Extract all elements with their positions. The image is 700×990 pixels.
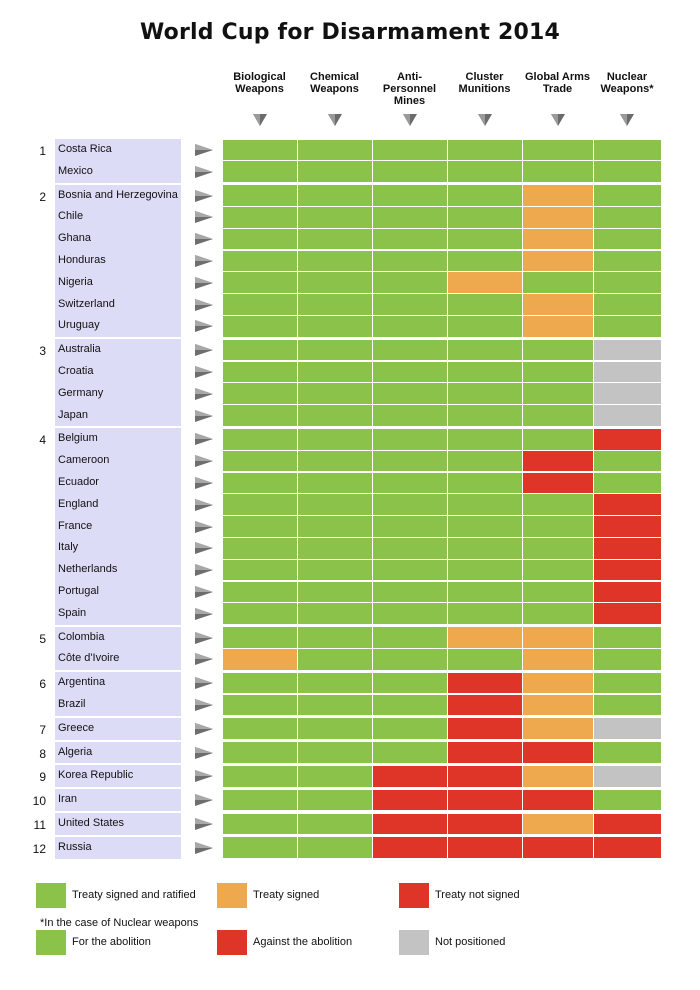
column-header: Biological Weapons [233,71,286,95]
status-cell [223,251,297,272]
status-cell [594,229,661,250]
status-cell [223,207,297,228]
status-cell [373,582,447,603]
status-cell [373,627,447,648]
status-cell [373,229,447,250]
status-cell [448,429,522,450]
status-cell [223,316,297,337]
status-cell [298,560,372,581]
group-rank: 7 [39,722,46,737]
right-arrow-icon [193,298,215,312]
status-cell [448,742,522,763]
status-cell [448,451,522,472]
status-cell [523,649,593,670]
legend-label: Treaty signed [253,889,320,901]
group-rank: 8 [39,746,46,761]
group-rank: 2 [39,189,46,204]
status-cell [298,251,372,272]
status-cell [448,766,522,787]
country-name: England [58,497,99,510]
status-cell [594,837,661,858]
right-arrow-icon [193,652,215,666]
status-cell [298,582,372,603]
down-arrow-icon [326,112,344,128]
status-cell [373,185,447,206]
country-name: Uruguay [58,319,100,332]
status-cell [523,473,593,494]
down-arrow-icon [401,112,419,128]
status-cell [373,649,447,670]
status-cell [298,383,372,404]
column-header: Global Arms Trade [525,71,590,95]
status-cell [373,316,447,337]
status-cell [448,140,522,161]
status-cell [523,185,593,206]
legend-label: Against the abolition [253,936,353,948]
status-cell [594,185,661,206]
status-cell [523,718,593,739]
right-arrow-icon [193,841,215,855]
right-arrow-icon [193,676,215,690]
status-cell [373,673,447,694]
status-cell [298,695,372,716]
status-cell [448,185,522,206]
status-cell [298,340,372,361]
status-cell [223,560,297,581]
status-cell [223,718,297,739]
right-arrow-icon [193,631,215,645]
country-name: Cameroon [58,454,110,467]
status-cell [223,294,297,315]
status-cell [594,582,661,603]
status-cell [298,649,372,670]
status-cell [223,790,297,811]
status-cell [523,837,593,858]
status-cell [523,362,593,383]
status-cell [298,185,372,206]
status-cell [594,207,661,228]
status-cell [298,790,372,811]
status-cell [373,207,447,228]
column-header: Nuclear Weapons* [600,71,654,95]
country-name: Colombia [58,630,105,643]
status-cell [594,742,661,763]
country-name: Mexico [58,164,93,177]
status-cell [298,272,372,293]
status-cell [298,837,372,858]
status-cell [594,362,661,383]
status-cell [223,383,297,404]
status-cell [373,695,447,716]
status-cell [298,405,372,426]
status-cell [523,207,593,228]
right-arrow-icon [193,319,215,333]
legend-note: *In the case of Nuclear weapons [40,917,199,929]
status-cell [523,229,593,250]
status-cell [448,695,522,716]
status-cell [523,294,593,315]
status-cell [594,790,661,811]
right-arrow-icon [193,387,215,401]
group-rank: 11 [33,818,46,832]
right-arrow-icon [193,343,215,357]
status-cell [448,560,522,581]
status-cell [448,294,522,315]
right-arrow-icon [193,189,215,203]
right-arrow-icon [193,541,215,555]
status-cell [594,560,661,581]
status-cell [373,766,447,787]
right-arrow-icon [193,769,215,783]
status-cell [594,673,661,694]
down-arrow-icon [251,112,269,128]
status-cell [594,516,661,537]
status-cell [298,207,372,228]
status-cell [373,790,447,811]
country-name: Ghana [58,232,92,245]
group-rank: 12 [32,841,46,856]
status-cell [298,494,372,515]
legend-swatch [399,930,429,955]
status-cell [223,340,297,361]
status-cell [594,603,661,624]
down-arrow-icon [618,112,636,128]
status-cell [523,538,593,559]
status-cell [373,272,447,293]
status-cell [298,473,372,494]
country-name: Switzerland [58,297,115,310]
status-cell [298,316,372,337]
country-name: Brazil [58,698,86,710]
status-cell [373,362,447,383]
status-cell [448,582,522,603]
status-cell [594,429,661,450]
status-cell [448,627,522,648]
legend-swatch [217,930,247,955]
status-cell [448,790,522,811]
status-cell [223,140,297,161]
status-cell [373,494,447,515]
status-cell [298,814,372,835]
status-cell [373,294,447,315]
status-cell [373,383,447,404]
right-arrow-icon [193,520,215,534]
status-cell [223,362,297,383]
country-name: Bosnia and Herzegovina [58,188,178,201]
status-cell [373,560,447,581]
status-cell [223,538,297,559]
status-cell [523,766,593,787]
column-header: Anti- Personnel Mines [382,71,437,107]
legend-swatch [36,883,66,908]
status-cell [298,538,372,559]
status-cell [298,742,372,763]
status-cell [448,494,522,515]
status-cell [223,837,297,858]
status-cell [594,316,661,337]
status-cell [448,272,522,293]
status-cell [298,140,372,161]
status-cell [223,405,297,426]
status-cell [448,229,522,250]
country-name: Korea Republic [58,769,134,782]
country-name: Greece [58,721,95,734]
status-cell [448,837,522,858]
country-name: Iran [58,793,77,806]
status-cell [298,294,372,315]
status-cell [223,473,297,494]
status-cell [373,429,447,450]
status-cell [223,742,297,763]
status-cell [594,473,661,494]
column-header: Chemical Weapons [310,71,359,95]
country-name: Croatia [58,365,94,377]
status-cell [448,814,522,835]
status-cell [373,140,447,161]
status-cell [373,340,447,361]
down-arrow-icon [476,112,494,128]
status-cell [594,383,661,404]
status-cell [448,251,522,272]
country-name: Russia [58,840,92,853]
status-cell [223,272,297,293]
status-cell [523,161,593,182]
status-cell [448,340,522,361]
status-cell [298,673,372,694]
country-name: Costa Rica [58,143,112,155]
status-cell [223,695,297,716]
right-arrow-icon [193,746,215,760]
status-cell [298,362,372,383]
status-cell [373,538,447,559]
right-arrow-icon [193,476,215,490]
status-cell [223,429,297,450]
status-cell [523,560,593,581]
status-cell [523,405,593,426]
status-cell [594,538,661,559]
status-cell [298,516,372,537]
right-arrow-icon [193,232,215,246]
country-name: Côte d'Ivoire [58,652,120,665]
status-cell [373,814,447,835]
status-cell [523,494,593,515]
status-cell [298,451,372,472]
status-cell [448,473,522,494]
group-rank: 4 [39,433,46,448]
country-name: Australia [58,343,101,356]
status-cell [523,340,593,361]
status-cell [223,494,297,515]
status-cell [594,161,661,182]
status-cell [223,582,297,603]
legend-label: Not positioned [435,936,506,948]
right-arrow-icon [193,409,215,423]
status-cell [594,695,661,716]
status-cell [448,673,522,694]
status-cell [223,161,297,182]
legend-swatch [399,883,429,908]
country-name: Argentina [58,676,106,689]
status-cell [373,405,447,426]
status-cell [448,161,522,182]
status-cell [448,362,522,383]
country-name: Chile [58,210,84,223]
chart-title: World Cup for Disarmament 2014 [139,20,561,45]
status-cell [448,316,522,337]
status-cell [223,766,297,787]
status-cell [223,229,297,250]
country-name: Germany [58,386,104,399]
status-cell [594,294,661,315]
right-arrow-icon [193,210,215,224]
status-cell [523,383,593,404]
country-name: Italy [58,541,79,554]
status-cell [448,516,522,537]
status-cell [223,814,297,835]
country-name: Spain [58,606,87,619]
right-arrow-icon [193,722,215,736]
country-name: Belgium [58,432,98,445]
status-cell [523,516,593,537]
status-cell [223,516,297,537]
status-cell [523,272,593,293]
status-cell [448,649,522,670]
right-arrow-icon [193,165,215,179]
status-cell [298,161,372,182]
status-cell [594,766,661,787]
status-cell [594,272,661,293]
group-rank: 9 [39,770,46,785]
right-arrow-icon [193,817,215,831]
status-cell [594,251,661,272]
country-name: Netherlands [58,563,118,576]
country-name: Japan [58,408,88,421]
country-name: France [58,519,93,532]
status-cell [448,718,522,739]
status-cell [298,627,372,648]
status-cell [594,718,661,739]
status-cell [373,516,447,537]
status-cell [594,451,661,472]
status-cell [523,814,593,835]
status-cell [223,649,297,670]
status-cell [373,451,447,472]
right-arrow-icon [193,365,215,379]
status-cell [594,814,661,835]
column-header: Cluster Munitions [458,71,511,95]
status-cell [298,429,372,450]
country-name: Algeria [58,745,93,758]
status-cell [523,316,593,337]
right-arrow-icon [193,698,215,712]
legend-label: Treaty signed and ratified [72,889,196,901]
status-cell [594,627,661,648]
right-arrow-icon [193,454,215,468]
status-cell [223,627,297,648]
country-name: United States [58,817,125,829]
status-cell [523,582,593,603]
country-name: Honduras [58,254,106,266]
right-arrow-icon [193,607,215,621]
status-cell [448,383,522,404]
right-arrow-icon [193,143,215,157]
group-rank: 3 [39,344,46,359]
status-cell [373,473,447,494]
status-cell [523,790,593,811]
status-cell [223,673,297,694]
status-cell [373,603,447,624]
country-name: Ecuador [58,476,99,488]
status-cell [594,340,661,361]
legend-label: Treaty not signed [435,889,520,901]
country-name: Nigeria [58,275,93,288]
status-cell [373,161,447,182]
status-cell [594,140,661,161]
right-arrow-icon [193,585,215,599]
down-arrow-icon [549,112,567,128]
status-cell [373,251,447,272]
right-arrow-icon [193,432,215,446]
status-cell [594,649,661,670]
country-name: Portugal [58,585,99,597]
status-cell [523,742,593,763]
status-cell [523,603,593,624]
status-cell [523,140,593,161]
group-rank: 10 [32,794,46,809]
status-cell [523,673,593,694]
status-cell [523,451,593,472]
status-cell [594,405,661,426]
status-cell [523,627,593,648]
status-cell [448,207,522,228]
group-rank: 6 [39,677,46,692]
status-cell [373,837,447,858]
status-cell [373,718,447,739]
right-arrow-icon [193,498,215,512]
status-cell [448,405,522,426]
right-arrow-icon [193,254,215,268]
status-cell [448,603,522,624]
legend-label: For the abolition [72,936,151,948]
status-cell [523,251,593,272]
status-cell [298,766,372,787]
status-cell [298,603,372,624]
status-cell [223,603,297,624]
status-cell [523,429,593,450]
right-arrow-icon [193,793,215,807]
status-cell [298,718,372,739]
status-cell [298,229,372,250]
group-rank: 1 [39,144,46,158]
status-cell [373,742,447,763]
right-arrow-icon [193,563,215,577]
status-cell [594,494,661,515]
legend-swatch [36,930,66,955]
right-arrow-icon [193,276,215,290]
status-cell [223,185,297,206]
status-cell [448,538,522,559]
group-rank: 5 [39,631,46,646]
status-cell [523,695,593,716]
status-cell [223,451,297,472]
legend-swatch [217,883,247,908]
